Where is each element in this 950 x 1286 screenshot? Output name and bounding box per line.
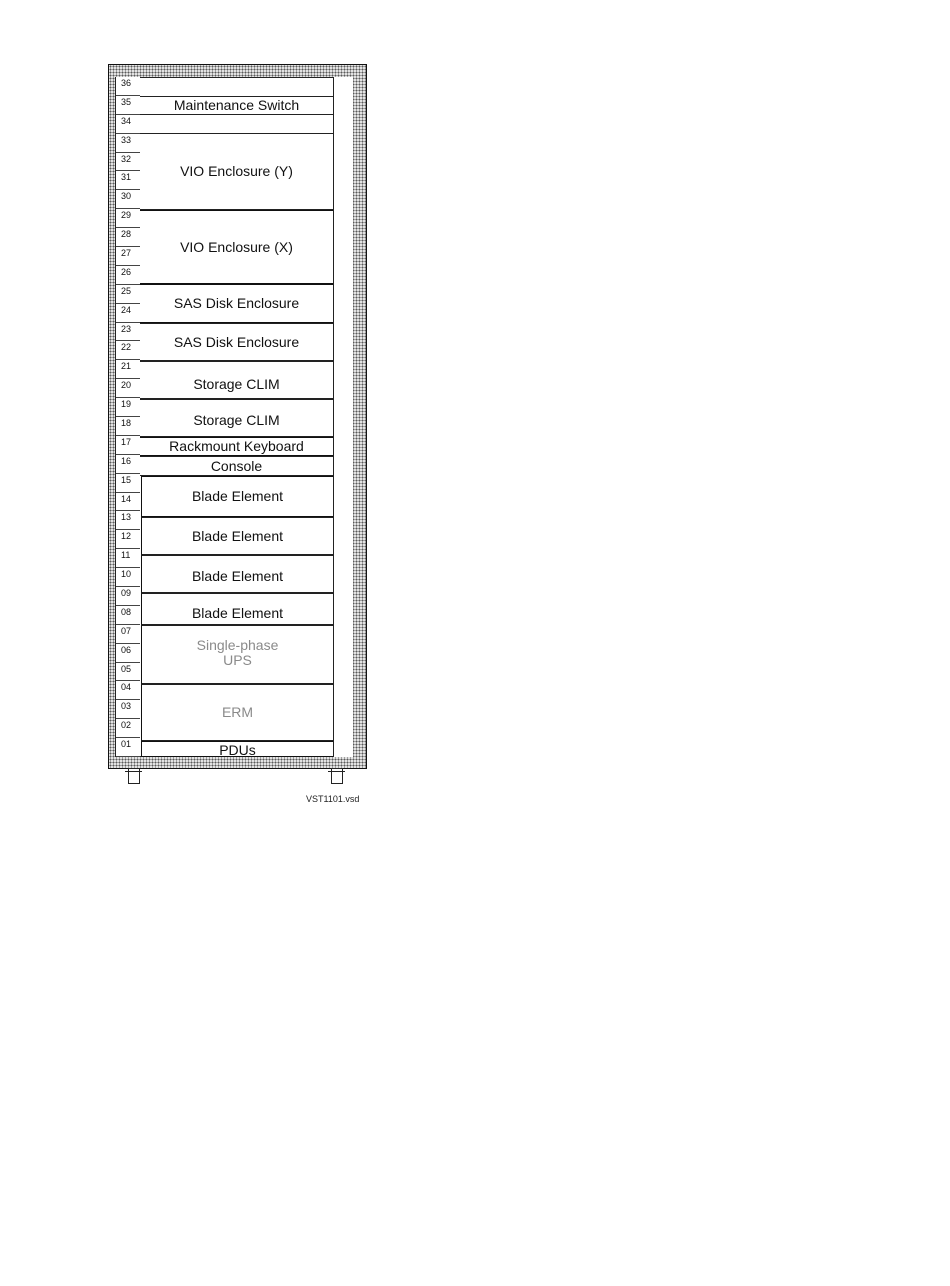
device-rackmount-keyboard: Rackmount Keyboard	[140, 437, 333, 456]
unit-number: 05	[121, 663, 132, 674]
unit-number: 23	[121, 323, 132, 334]
unit-number: 29	[121, 210, 132, 221]
unit-number: 14	[121, 493, 132, 504]
device-storage-clim-lower: Storage CLIM	[140, 399, 333, 437]
unit-number: 26	[121, 266, 132, 277]
device-blade-element-3: Blade Element	[141, 555, 333, 593]
unit-number: 15	[121, 474, 132, 485]
device-sas-disk-enclosure-upper: SAS Disk Enclosure	[140, 284, 333, 323]
unit-number: 07	[121, 625, 132, 636]
unit-number: 11	[121, 550, 131, 561]
rack-foot-left	[128, 768, 140, 784]
unit-number: 06	[121, 644, 132, 655]
rack-right-rail	[333, 77, 353, 757]
unit-number: 31	[121, 172, 132, 183]
unit-number: 25	[121, 285, 132, 296]
unit-number: 33	[121, 134, 132, 145]
unit-number: 22	[121, 342, 132, 353]
unit-number: 32	[121, 153, 132, 164]
unit-number: 02	[121, 720, 132, 731]
device-blade-element-1: Blade Element	[141, 476, 333, 517]
unit-number: 27	[121, 248, 132, 258]
unit-number: 20	[121, 380, 132, 391]
unit-number: 04	[121, 682, 132, 693]
device-erm: ERM	[141, 684, 333, 741]
device-vio-enclosure-y: VIO Enclosure (Y)	[140, 133, 333, 210]
device-console: Console	[140, 456, 333, 476]
unit-number: 34	[121, 115, 132, 126]
unit-number: 18	[121, 418, 132, 428]
unit-number: 10	[121, 569, 132, 580]
unit-number: 01	[121, 739, 132, 750]
device-sas-disk-enclosure-lower: SAS Disk Enclosure	[140, 323, 333, 361]
rack-foot-right	[331, 768, 343, 784]
device-vio-enclosure-x: VIO Enclosure (X)	[140, 210, 333, 284]
unit-number: 17	[121, 436, 132, 447]
unit-number: 21	[121, 361, 132, 372]
unit-number: 24	[121, 304, 132, 315]
unit-number: 12	[121, 531, 132, 542]
unit-number: 16	[121, 455, 132, 466]
unit-number: 08	[121, 606, 132, 617]
unit-number: 09	[121, 588, 132, 598]
device-blade-element-2: Blade Element	[141, 517, 333, 555]
unit-number: 35	[121, 96, 132, 107]
unit-number: 03	[121, 701, 132, 712]
device-pdus: PDUs	[141, 741, 333, 757]
device-maintenance-switch: Maintenance Switch	[140, 96, 333, 115]
device-blade-element-4: Blade Element	[141, 593, 333, 625]
unit-number: 28	[121, 229, 132, 240]
file-name-label: VST1101.vsd	[306, 794, 360, 804]
unit-number: 30	[121, 191, 132, 202]
device-storage-clim-upper: Storage CLIM	[140, 361, 333, 399]
unit-number: 36	[121, 78, 132, 88]
unit-number: 19	[121, 399, 132, 410]
device-single-phase-ups: Single-phase UPS	[141, 625, 333, 684]
unit-number: 13	[121, 512, 132, 523]
